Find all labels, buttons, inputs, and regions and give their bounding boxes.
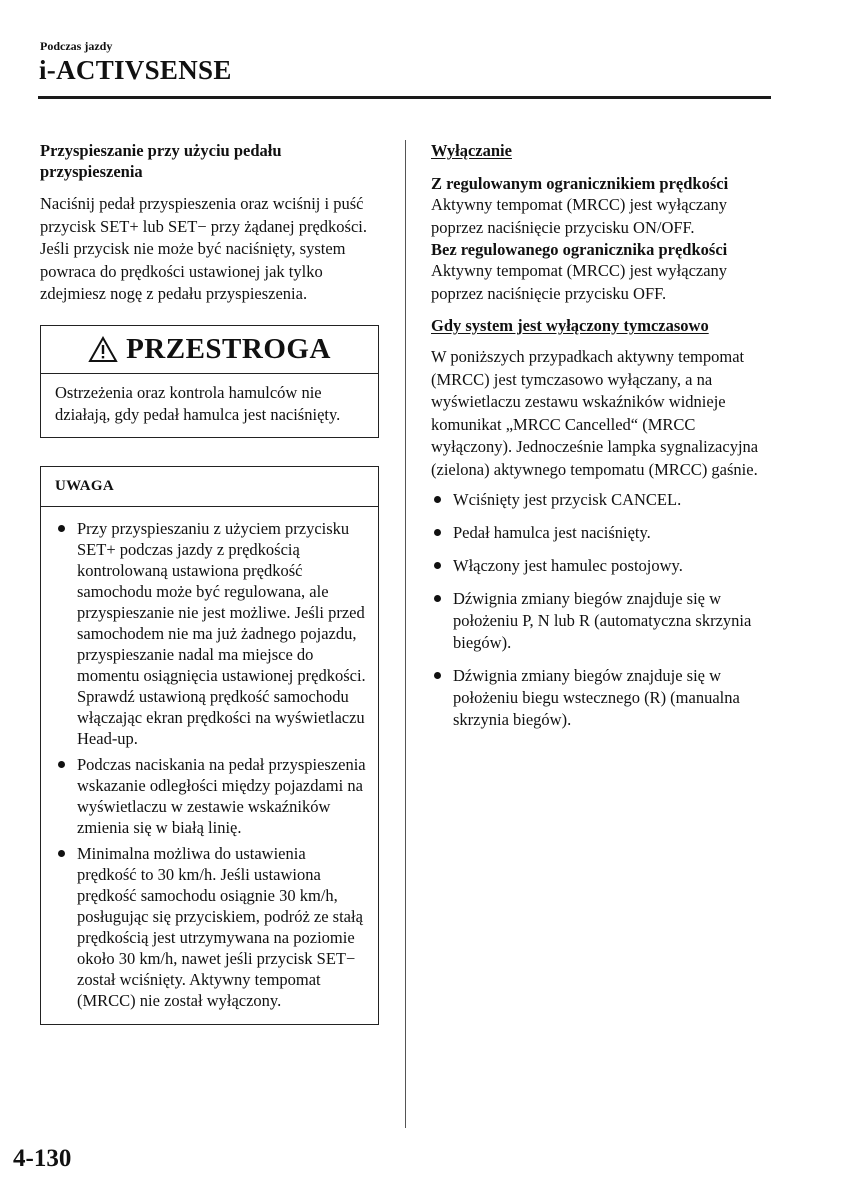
- condition-list: [431, 489, 771, 731]
- without-limiter-heading: Bez regulowanego ogranicznika prędkości: [431, 240, 728, 259]
- caution-title: PRZESTROGA: [126, 332, 331, 365]
- list-item: Minimalna możliwa do ustawienia prędkość to 30 km/h. Jeśli ustawiona prędkość samochodu osiągnie 30 km/h, posługując się przyciskiem, podróż ze stałą prędkością jest utrzymywana na poziomie około 30 km/h, nawet jeśli przycisk SET− został wciśnięty. Aktywny tempomat (MRCC) nie został wyłączony.: [55, 843, 366, 1011]
- list-item: Dźwignia zmiany biegów znajduje się w położeniu P, N lub R (automatyczna skrzynia biegów).: [431, 588, 771, 654]
- left-column: [40, 140, 380, 1025]
- column-divider: [405, 140, 406, 1128]
- temp-off-heading: Gdy system jest wyłączony tymczasowo: [431, 316, 709, 335]
- list-item: Przy przyspieszaniu z użyciem przycisku SET+ podczas jazdy z prędkością kontrolowaną ustawiona prędkość samochodu może być regulowana, ale przyspieszanie nie jest możliwe. Jeśli przed samochodem nie ma już żadnego pojazdu, przyspieszanie nadal ma miejsce do momentu osiągnięcia ustawionej prędkości. Sprawdź ustawioną prędkość samochodu włączając ekran prędkości na wyświetlaczu Head-up.: [55, 518, 366, 749]
- note-list: [41, 507, 378, 1024]
- note-box: [40, 466, 379, 1025]
- right-column: [431, 140, 771, 742]
- caution-body: Ostrzeżenia oraz kontrola hamulców nie działają, gdy pedał hamulca jest naciśnięty.: [55, 382, 341, 424]
- list-item: Pedał hamulca jest naciśnięty.: [431, 522, 771, 544]
- breadcrumb: Podczas jazdy: [40, 39, 113, 53]
- title-rule: [38, 96, 771, 99]
- page-number: 4-130: [13, 1145, 72, 1172]
- section-body: Naciśnij pedał przyspieszenia oraz wciśnij i puść przycisk SET+ lub SET− przy żądanej prędkości. Jeśli przycisk nie może być naciśnięty, system powraca do prędkości ustawionej jak tylko zdejmiesz nogę z pedału przyspieszenia.: [40, 194, 367, 303]
- warning-triangle-icon: [88, 336, 118, 363]
- page-title: i-ACTIVSENSE: [39, 55, 232, 85]
- with-limiter-body: Aktywny tempomat (MRCC) jest wyłączany poprzez naciśnięcie przycisku ON/OFF.: [431, 195, 728, 237]
- caution-box: [40, 325, 379, 438]
- without-limiter-body: Aktywny tempomat (MRCC) jest wyłączany poprzez naciśnięcie przycisku OFF.: [431, 261, 728, 303]
- temp-off-body: W poniższych przypadkach aktywny tempomat (MRCC) jest tymczasowo wyłączany, a na wyświetlaczu zestawu wskaźników widnieje komunikat „MRCC Cancelled“ (MRCC wyłączony). Jednocześnie lampka sygnalizacyjna (zielona) aktywnego tempomatu (MRCC) gaśnie.: [431, 347, 759, 479]
- with-limiter-heading: Z regulowanym ogranicznikiem prędkości: [431, 174, 729, 193]
- list-item: Dźwignia zmiany biegów znajduje się w położeniu biegu wstecznego (R) (manualna skrzynia biegów).: [431, 665, 771, 731]
- caution-header: [41, 326, 378, 374]
- note-header: UWAGA: [41, 467, 378, 507]
- list-item: Podczas naciskania na pedał przyspieszenia wskazanie odległości między pojazdami na wyświetlaczu w zestawie wskaźników zmienia się w białą linię.: [55, 754, 366, 838]
- list-item: Włączony jest hamulec postojowy.: [431, 555, 771, 577]
- list-item: Wciśnięty jest przycisk CANCEL.: [431, 489, 771, 511]
- off-heading: Wyłączanie: [431, 141, 512, 160]
- section-heading: Przyspieszanie przy użyciu pedału przyspieszenia: [40, 141, 282, 181]
